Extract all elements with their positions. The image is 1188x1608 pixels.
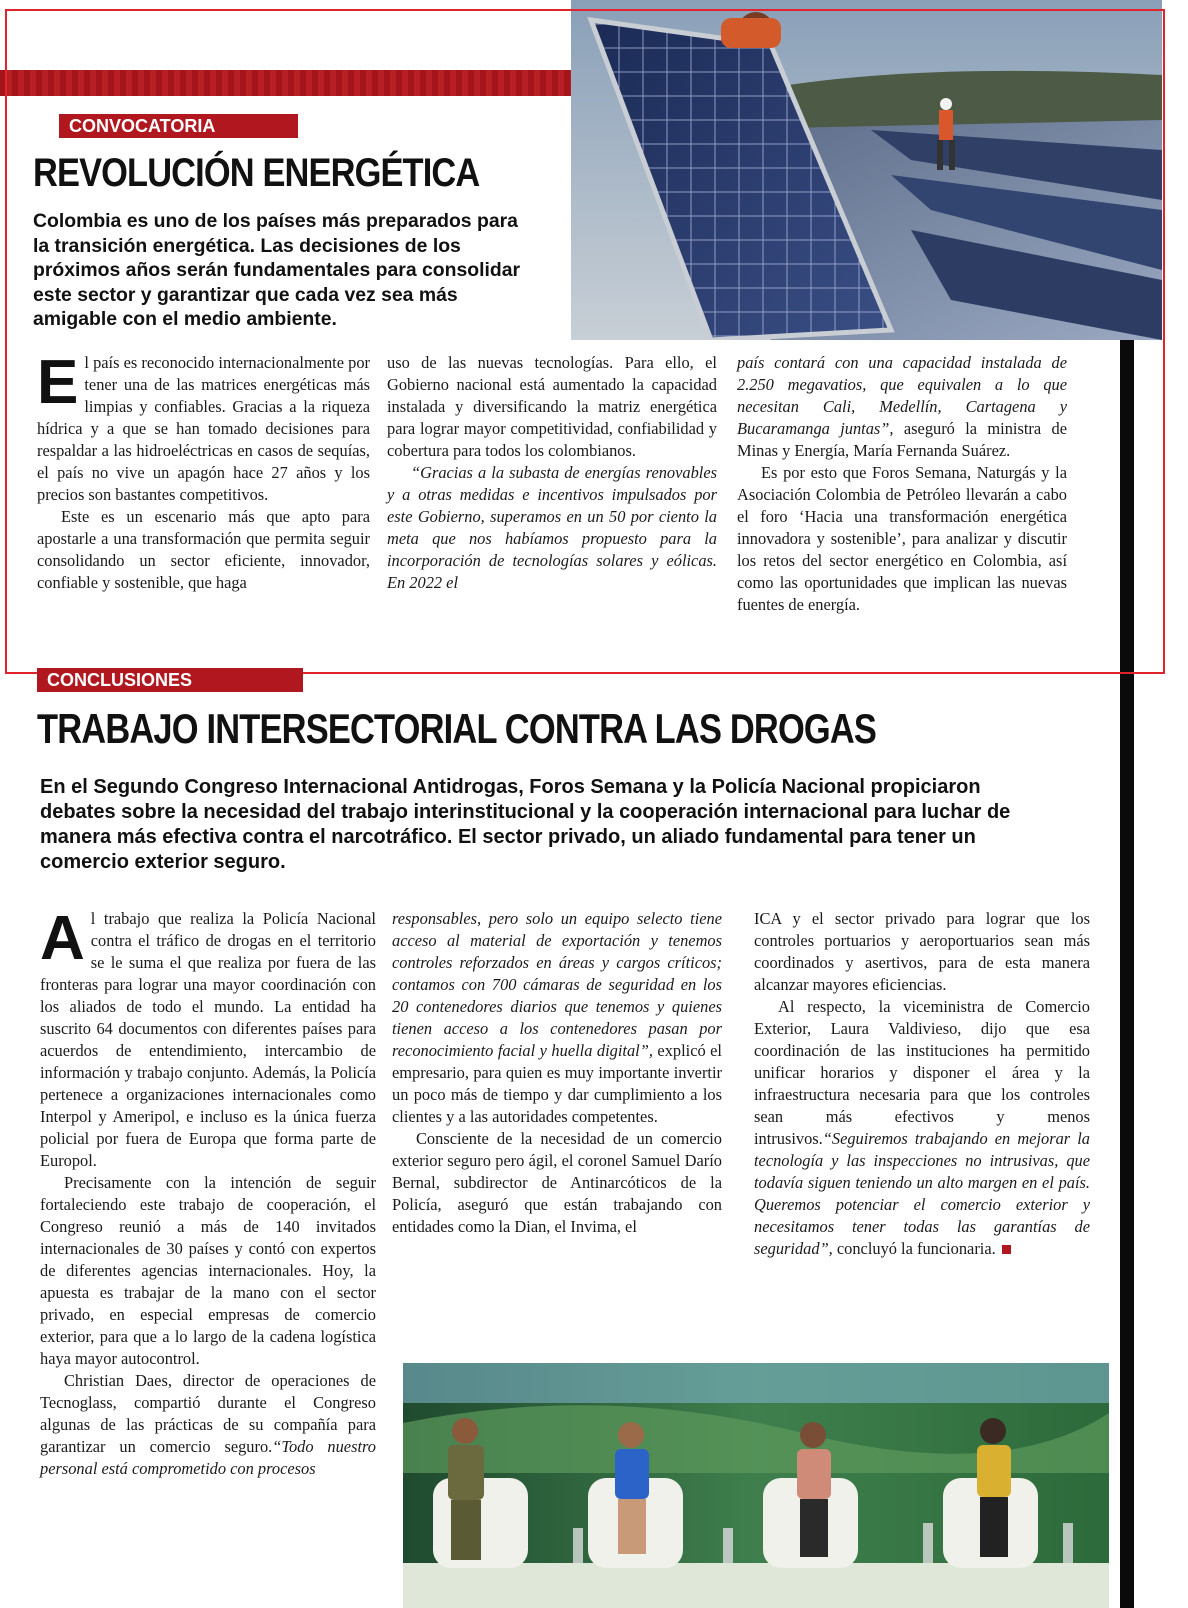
article1-col3-quote: país contará con una capacidad instalada de 2.250 megavatios, que equivalen a lo que necesitan Cali, Medellín, Cartagena y Bucaramanga juntas”, <box>737 353 1067 438</box>
article1-col3-attrib: aseguró la ministra de Minas y Energía, María Fernanda Suárez. <box>737 419 1067 460</box>
article1-column-1 <box>37 348 370 594</box>
article1-col1-p1: l país es reconocido internacionalmente por tener una de las matrices energéticas más limpias y confiables. Gracias a la riqueza hídrica y a que se han tomado decisiones para respaldar a las hidroeléctricas en casos de sequías, el país no vive un apagón hace 27 años y los precios son bastantes competitivos. <box>37 353 370 504</box>
article2-col3-p1: ICA y el sector privado para lograr que los controles portuarios y aeroportuarios sean más coordinados y asertivos, para de esta manera alcanzar mayores eficiencias. <box>754 909 1090 994</box>
article2-col1-p1: l trabajo que realiza la Policía Nacional contra el tráfico de drogas en el territorio se le suma el que realiza por fuera de las fronteras para lograr una mayor coordinación con los aliados de todo el mundo. La entidad ha suscrito 64 documentos con diferentes países para acuerdos de entendimiento, intercambio de información y trabajo conjunto. Además, la Policía pertenece a organizaciones internacionales como Interpol y Ameripol, e incluso es la única fuerza policial por fuera de Europa que forma parte de Europol. <box>40 909 376 1170</box>
article1-col2-quote: “Gracias a la subasta de energías renovables y a otras medidas e incentivos impulsados por este Gobierno, superamos en un 50 por ciento la meta que nos habíamos propuesto para la incorporación de tecnologías solares y eólicas. En 2022 el <box>387 463 717 592</box>
headline-energy: REVOLUCIÓN ENERGÉTICA <box>33 151 480 195</box>
article2-column-2 <box>392 908 722 1238</box>
section-banner-strip <box>0 70 572 96</box>
article1-column-2 <box>387 352 717 594</box>
headline-drugs: TRABAJO INTERSECTORIAL CONTRA LAS DROGAS <box>37 705 877 752</box>
solar-panel-photo <box>571 0 1162 340</box>
article2-col2-attrib: explicó el empresario, para quien es muy importante invertir un poco más de tiempo y dar cumplimiento a los clientes y a las autoridades competentes. <box>392 1041 722 1126</box>
article2-col2-p2: Consciente de la necesidad de un comercio exterior seguro pero ágil, el coronel Samuel Darío Bernal, subdirector de Antinarcóticos de la Policía, aseguró que están trabajando con entidades como la Dian, el Invima, el <box>392 1129 722 1236</box>
article1-col3-p2: Es por esto que Foros Semana, Naturgás y la Asociación Colombia de Petróleo llevarán a cabo el foro ‘Hacia una transformación energética innovadora y sostenible’, para analizar y discutir los retos del sector energético en Colombia, así como las oportunidades que implican las nuevas fuentes de energía. <box>737 463 1067 614</box>
section-label-conclusiones: CONCLUSIONES <box>37 668 303 692</box>
article2-col1-p2: Precisamente con la intención de seguir fortaleciendo este trabajo de cooperación, el Congreso reunió a más de 140 invitados internacionales de 30 países y contó con expertos de diferentes agencias internacionales. Hoy, la apuesta es trabajar de la mano con el sector privado, en especial empresas de comercio exterior, para que a lo largo de la cadena logística haya mayor autocontrol. <box>40 1173 376 1368</box>
panel-discussion-photo <box>403 1363 1109 1608</box>
page-edge-bar <box>1120 330 1134 1608</box>
article2-col3-p2: Al respecto, la viceministra de Comercio Exterior, Laura Valdivieso, dijo que esa coordinación de las instituciones ha permitido unificar horarios y disponer el área y la infraestructura necesaria para que los controles sean más efectivos y menos intrusivos. <box>754 997 1090 1148</box>
square-icon <box>1002 1245 1011 1254</box>
dropcap-e: E <box>37 348 79 417</box>
article1-col1-p2: Este es un escenario más que apto para apostarle a una transformación que permita seguir consolidando un sector eficiente, innovador, confiable y sostenible, que haga <box>37 507 370 592</box>
dropcap-a: A <box>40 904 85 973</box>
article2-column-3 <box>754 908 1090 1260</box>
lead-paragraph-energy: Colombia es uno de los países más preparados para la transición energética. Las decisiones de los próximos años serán fundamentales para consolidar este sector y garantizar que cada vez sea más amigable con el medio ambiente. <box>33 210 521 330</box>
article2-col1-quote: “Todo nuestro personal está comprometido con procesos <box>40 1437 376 1478</box>
article1-col2-p1: uso de las nuevas tecnologías. Para ello, el Gobierno nacional está aumentado la capacidad instalada y diversificando la matriz energética para lograr mayor competitividad, confiabilidad y cobertura para todos los colombianos. <box>387 353 717 460</box>
article2-col3-end: concluyó la funcionaria. <box>832 1239 996 1258</box>
article1-column-3 <box>737 352 1067 616</box>
article2-col2-quote: responsables, pero solo un equipo selecto tiene acceso al material de exportación y tenemos controles reforzados en áreas y cargos críticos; contamos con 700 cámaras de seguridad en los 20 contenedores diarios que tenemos y quienes tienen acceso a los contenedores pasan por reconocimiento facial y huella digital”, <box>392 909 722 1060</box>
section-label-convocatoria: CONVOCATORIA <box>59 114 298 138</box>
lead-paragraph-drugs: En el Segundo Congreso Internacional Antidrogas, Foros Semana y la Policía Nacional propiciaron debates sobre la necesidad del trabajo interinstitucional y la cooperación internacional para luchar de manera más efectiva contra el narcotráfico. El sector privado, un aliado fundamental para tener un comercio exterior seguro. <box>40 776 1011 873</box>
article2-column-1 <box>40 904 376 1480</box>
article2-col1-p3: Christian Daes, director de operaciones de Tecnoglass, compartió durante el Congreso algunas de las prácticas de su compañía para garantizar un comercio seguro. <box>40 1371 376 1456</box>
panel-discussion-illustration <box>403 1363 1109 1608</box>
solar-panel-illustration <box>571 0 1162 340</box>
article2-col3-quote: “Seguiremos trabajando en mejorar la tecnología y las inspecciones no intrusivas, que todavía siguen teniendo un alto margen en el país. Queremos potenciar el comercio exterior y necesitamos tener todas las garantías de seguridad”, <box>754 1129 1090 1258</box>
